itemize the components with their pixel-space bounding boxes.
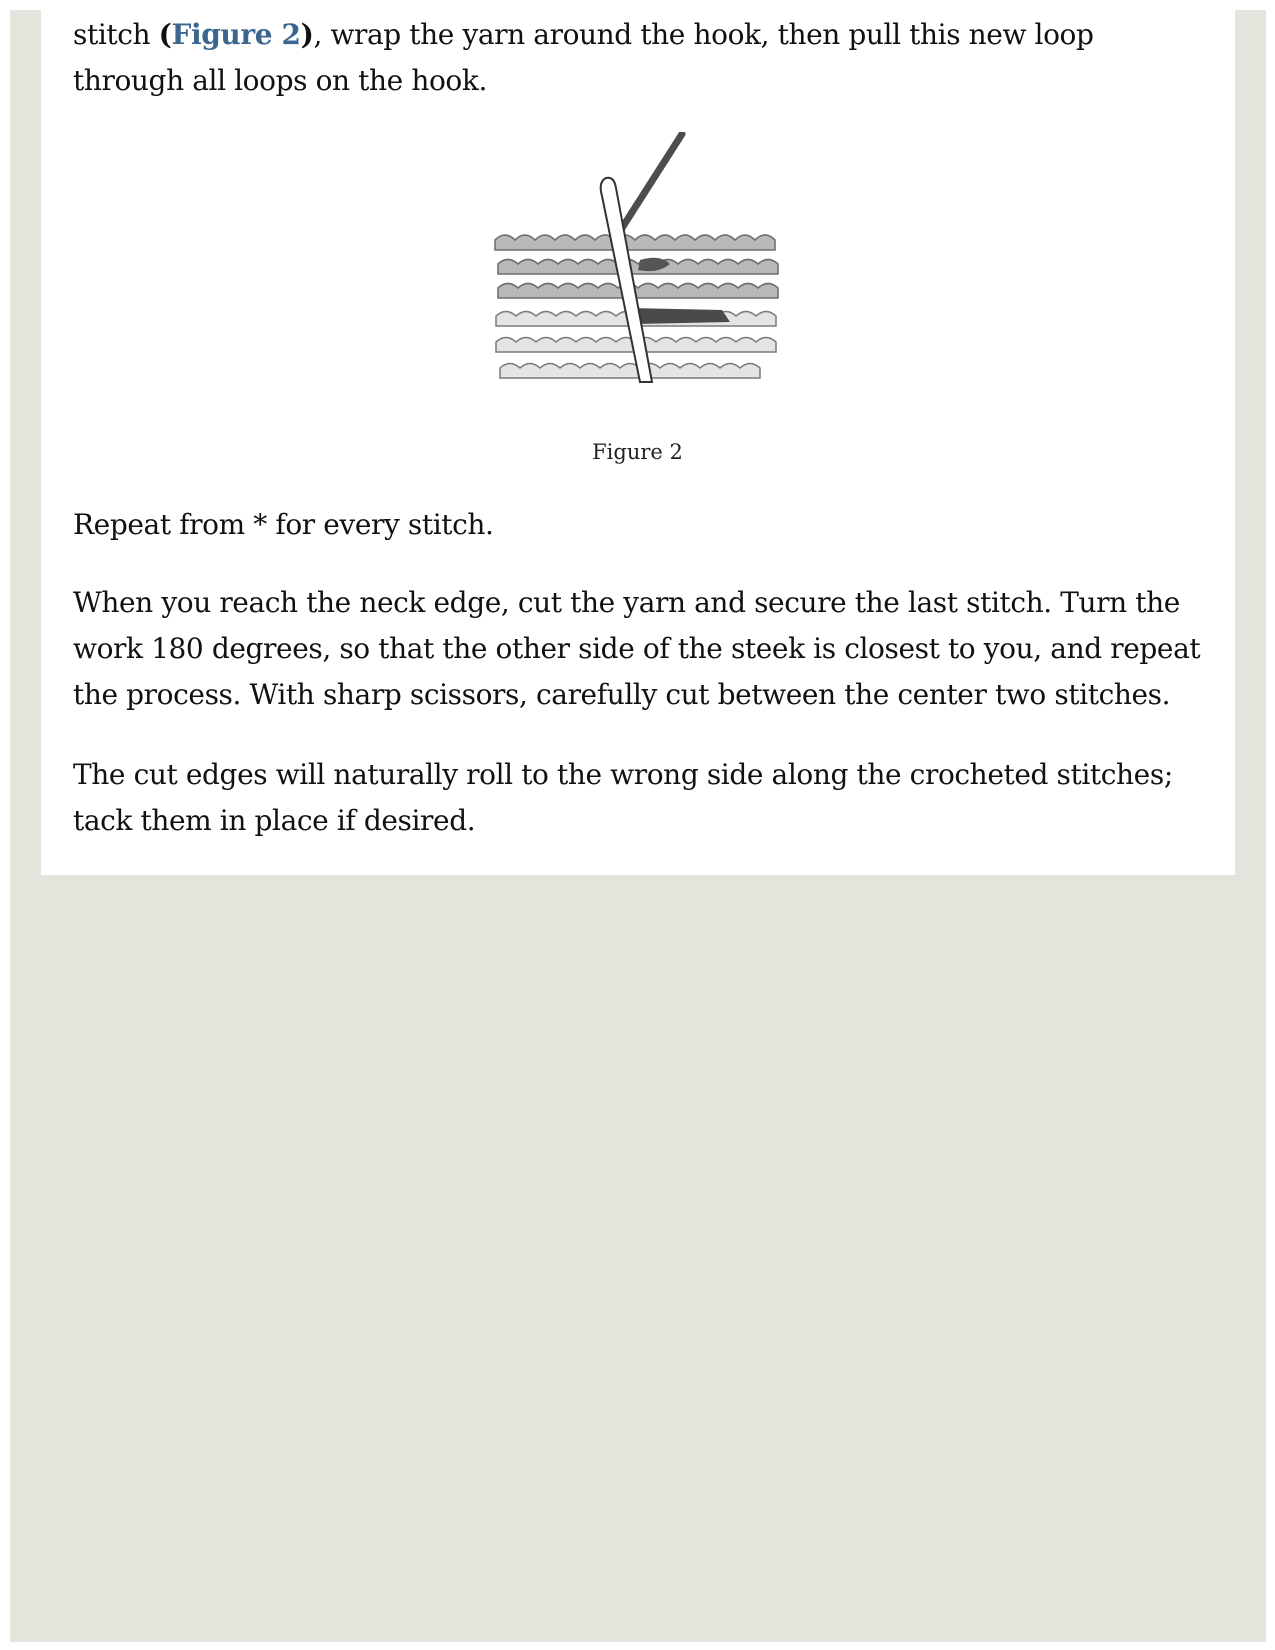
open-paren: ( bbox=[158, 18, 172, 51]
figure-caption: Figure 2 bbox=[592, 440, 683, 464]
paragraph-1-line2: through all loops on the hook. bbox=[73, 64, 487, 97]
paragraph-2: Repeat from * for every stitch. bbox=[73, 508, 494, 541]
paragraph-3 bbox=[73, 580, 1213, 718]
close-paren: ) bbox=[300, 18, 314, 51]
figure-link[interactable] bbox=[159, 18, 314, 51]
paragraph-3-line2: work 180 degrees, so that the other side of the steek is closest to you, and repeat bbox=[73, 632, 1201, 665]
paragraph-4 bbox=[73, 752, 1213, 844]
figure-2-illustration bbox=[490, 132, 790, 404]
paragraph-1 bbox=[73, 12, 1213, 104]
paragraph-4-line2: tack them in place if desired. bbox=[73, 804, 476, 837]
paragraph-4-line1: The cut edges will naturally roll to the wrong side along the crocheted stitches; bbox=[73, 758, 1173, 791]
paragraph-1-rest: , wrap the yarn around the hook, then pull this new loop bbox=[313, 18, 1094, 51]
paragraph-3-line1: When you reach the neck edge, cut the yarn and secure the last stitch. Turn the bbox=[73, 586, 1180, 619]
paragraph-1-lead: stitch bbox=[73, 18, 159, 51]
figure-2-link[interactable]: Figure 2 bbox=[171, 18, 301, 51]
paragraph-3-line3: the process. With sharp scissors, carefully cut between the center two stitches. bbox=[73, 678, 1171, 711]
